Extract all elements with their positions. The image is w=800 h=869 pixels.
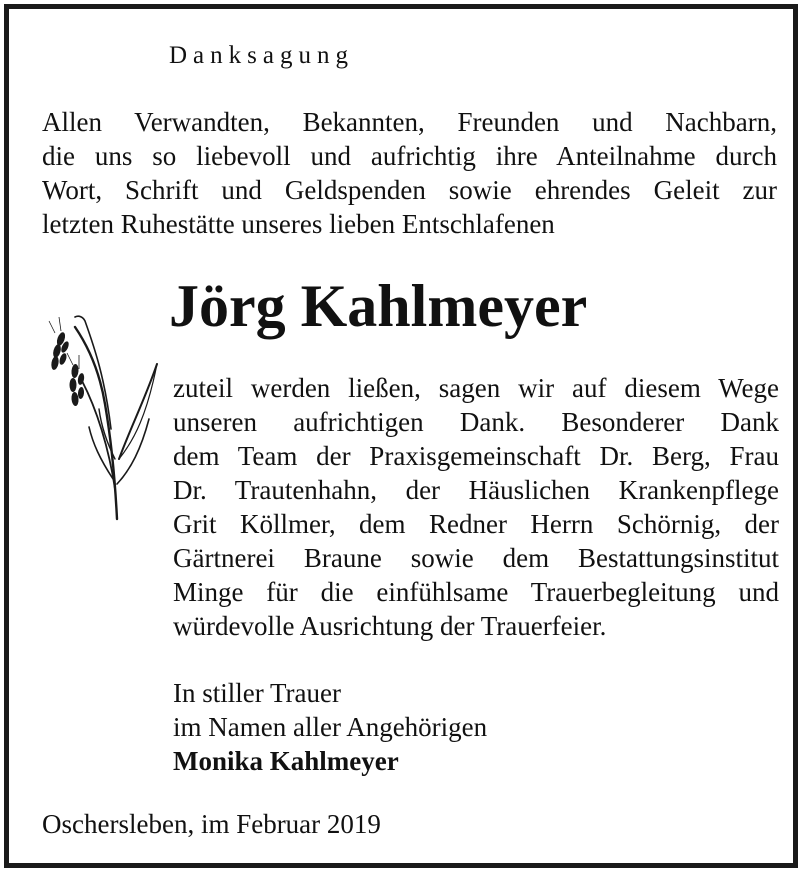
notice-frame	[4, 4, 798, 868]
place-date: Oschersleben, im Februar 2019	[42, 809, 381, 839]
closing-line: im Namen aller Angehörigen	[173, 712, 488, 742]
intro-line: Allen Verwandten, Bekannten, Freunden und Nachbarn,	[42, 107, 777, 137]
body-line: dem Team der Praxisgemeinschaft Dr. Berg, Frau	[173, 441, 779, 471]
intro-line: Wort, Schrift und Geldspenden sowie ehrendes Geleit zur	[42, 175, 777, 205]
intro-line: letzten Ruhestätte unseres lieben Entschlafenen	[42, 209, 555, 239]
signer-name: Monika Kahlmeyer	[173, 746, 399, 776]
wheat-icon	[45, 309, 165, 524]
body-line: unseren aufrichtigen Dank. Besonderer Dank	[173, 407, 779, 437]
closing-block	[173, 676, 487, 778]
body-line: würdevolle Ausrichtung der Trauerfeier.	[173, 611, 607, 641]
intro-line: die uns so liebevoll und aufrichtig ihre Anteilnahme durch	[42, 141, 777, 171]
notice-title: Danksagung	[169, 42, 354, 69]
body-line: zuteil werden ließen, sagen wir auf diesem Wege	[173, 373, 779, 403]
body-paragraph	[173, 371, 779, 643]
intro-paragraph	[42, 105, 777, 241]
deceased-name: Jörg Kahlmeyer	[169, 273, 588, 339]
body-line: Dr. Trautenhahn, der Häuslichen Krankenpflege	[173, 475, 779, 505]
body-line: Minge für die einfühlsame Trauerbegleitung und	[173, 577, 779, 607]
body-line: Grit Köllmer, dem Redner Herrn Schörnig, der	[173, 509, 779, 539]
closing-line: In stiller Trauer	[173, 678, 341, 708]
body-line: Gärtnerei Braune sowie dem Bestattungsinstitut	[173, 543, 779, 573]
